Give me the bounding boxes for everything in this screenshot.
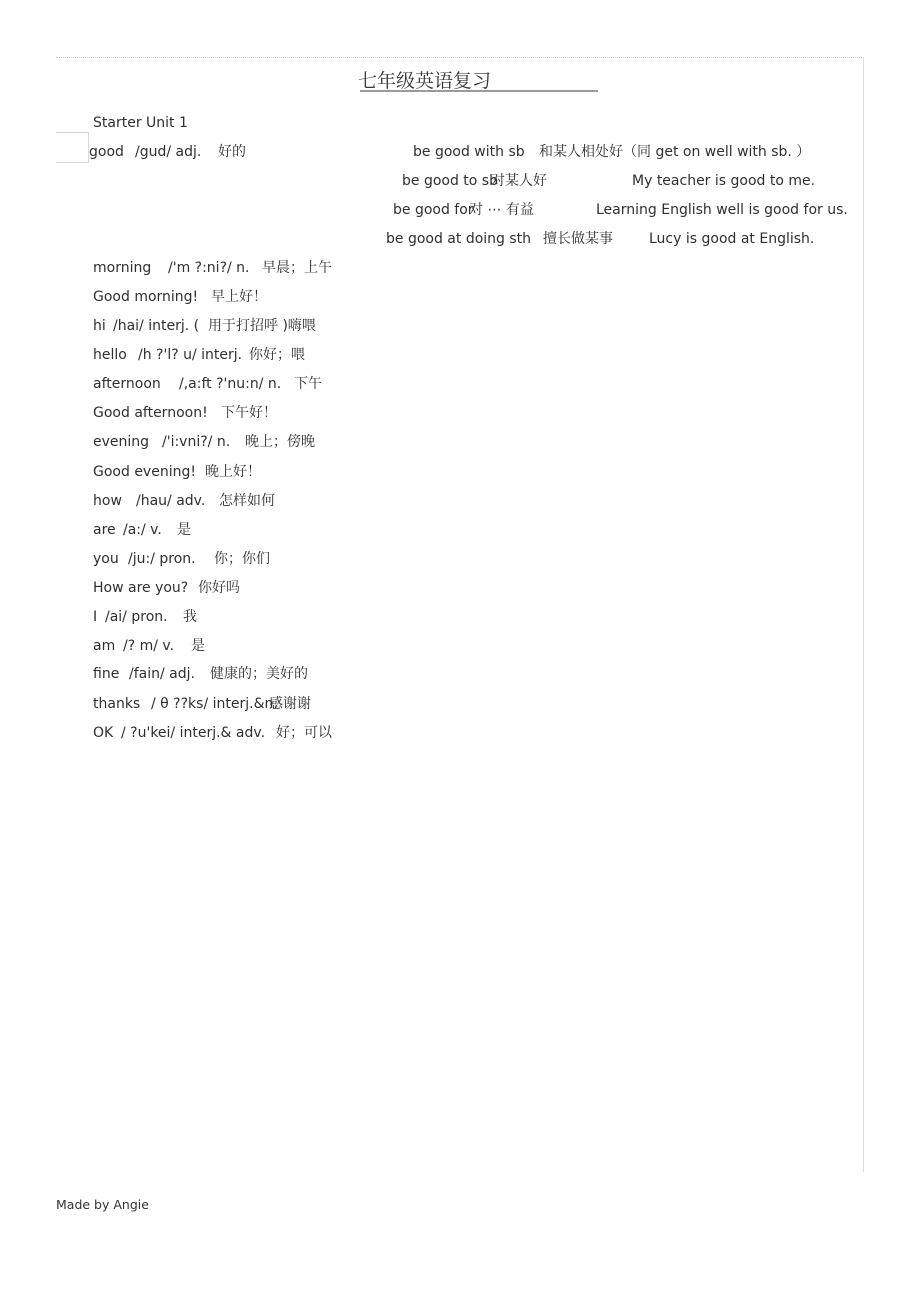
footer-credit: Made by Angie [56, 1197, 149, 1212]
vocab-meaning: 下午 [294, 376, 322, 392]
margin-marker-box [56, 132, 89, 163]
vocab-phonetic: /ju:/ pron. [128, 551, 196, 567]
phrase-meaning: 对 ⋯ 有益 [469, 202, 534, 218]
vocab-word: are [93, 522, 116, 538]
vocab-phonetic: /? m/ v. [123, 638, 175, 654]
vocab-word: how [93, 493, 122, 509]
vocab-meaning: 你；你们 [214, 551, 270, 567]
vocab-meaning: 好的 [218, 144, 246, 160]
vocab-meaning: 好；可以 [276, 725, 332, 741]
vocab-phonetic: /'m ?:ni?/ n. [168, 260, 250, 276]
vocab-meaning: 怎样如何 [219, 493, 275, 509]
vocab-phonetic: / ?u'kei/ interj.& adv. [121, 725, 266, 741]
page-right-border [863, 57, 864, 1172]
vocab-meaning: 晚上好！ [205, 464, 261, 480]
phrase-text: be good at doing sth [386, 231, 532, 247]
vocab-word: thanks [93, 696, 141, 712]
phrase-example: My teacher is good to me. [632, 173, 816, 189]
vocab-word: am [93, 638, 116, 654]
vocab-word: hello [93, 347, 127, 363]
vocab-phonetic: /'i:vni?/ n. [162, 434, 231, 450]
vocab-word: Good evening! [93, 464, 196, 480]
vocab-meaning: 晚上；傍晚 [245, 434, 315, 450]
vocab-phonetic: /fain/ adj. [129, 666, 195, 682]
document-title: 七年级英语复习 [358, 70, 492, 92]
phrase-meaning: 对某人好 [491, 173, 547, 189]
vocab-word: fine [93, 666, 120, 682]
vocab-meaning: 是 [191, 638, 205, 654]
vocab-phonetic: / θ ??ks/ interj.&n. [151, 696, 278, 712]
vocab-phonetic: /hau/ adv. [136, 493, 206, 509]
vocab-meaning: 感谢谢 [269, 696, 311, 712]
vocab-phonetic: /hai/ interj. ( [113, 318, 200, 334]
vocab-phonetic: /gud/ adj. [135, 144, 202, 160]
vocab-word: good [89, 144, 124, 160]
vocab-word: OK [93, 725, 114, 741]
unit-heading: Starter Unit 1 [93, 115, 188, 131]
vocab-phonetic: /a:/ v. [123, 522, 162, 538]
phrase-example: Learning English well is good for us. [596, 202, 848, 218]
vocab-meaning: 你好；喂 [249, 347, 305, 363]
vocab-meaning: 用于打招呼 )嗨喂 [208, 318, 316, 334]
phrase-meaning: 擅长做某事 [543, 231, 613, 247]
vocab-word: How are you? [93, 580, 189, 596]
page-top-border [56, 57, 864, 58]
vocab-phonetic: /h ?'l? u/ interj. [138, 347, 243, 363]
vocab-meaning: 健康的；美好的 [210, 666, 308, 682]
vocab-word: Good morning! [93, 289, 199, 305]
title-underline [360, 90, 598, 92]
vocab-word: evening [93, 434, 150, 450]
phrase-text: be good with sb [413, 144, 525, 160]
vocab-meaning: 是 [177, 522, 191, 538]
vocab-phonetic: /ai/ pron. [105, 609, 168, 625]
vocab-word: hi [93, 318, 106, 334]
vocab-word: you [93, 551, 119, 567]
phrase-meaning: 和某人相处好（同 get on well with sb. ） [539, 144, 811, 160]
vocab-meaning: 你好吗 [198, 580, 240, 596]
vocab-word: morning [93, 260, 152, 276]
phrase-example: Lucy is good at English. [649, 231, 815, 247]
vocab-word: Good afternoon! [93, 405, 208, 421]
vocab-word: I [93, 609, 98, 625]
vocab-meaning: 早晨；上午 [262, 260, 332, 276]
vocab-meaning: 早上好！ [211, 289, 267, 305]
vocab-word: afternoon [93, 376, 161, 392]
vocab-meaning: 我 [183, 609, 197, 625]
phrase-text: be good for [393, 202, 474, 218]
vocab-meaning: 下午好！ [221, 405, 277, 421]
vocab-phonetic: /,a:ft ?'nu:n/ n. [179, 376, 282, 392]
phrase-text: be good to sb [402, 173, 498, 189]
